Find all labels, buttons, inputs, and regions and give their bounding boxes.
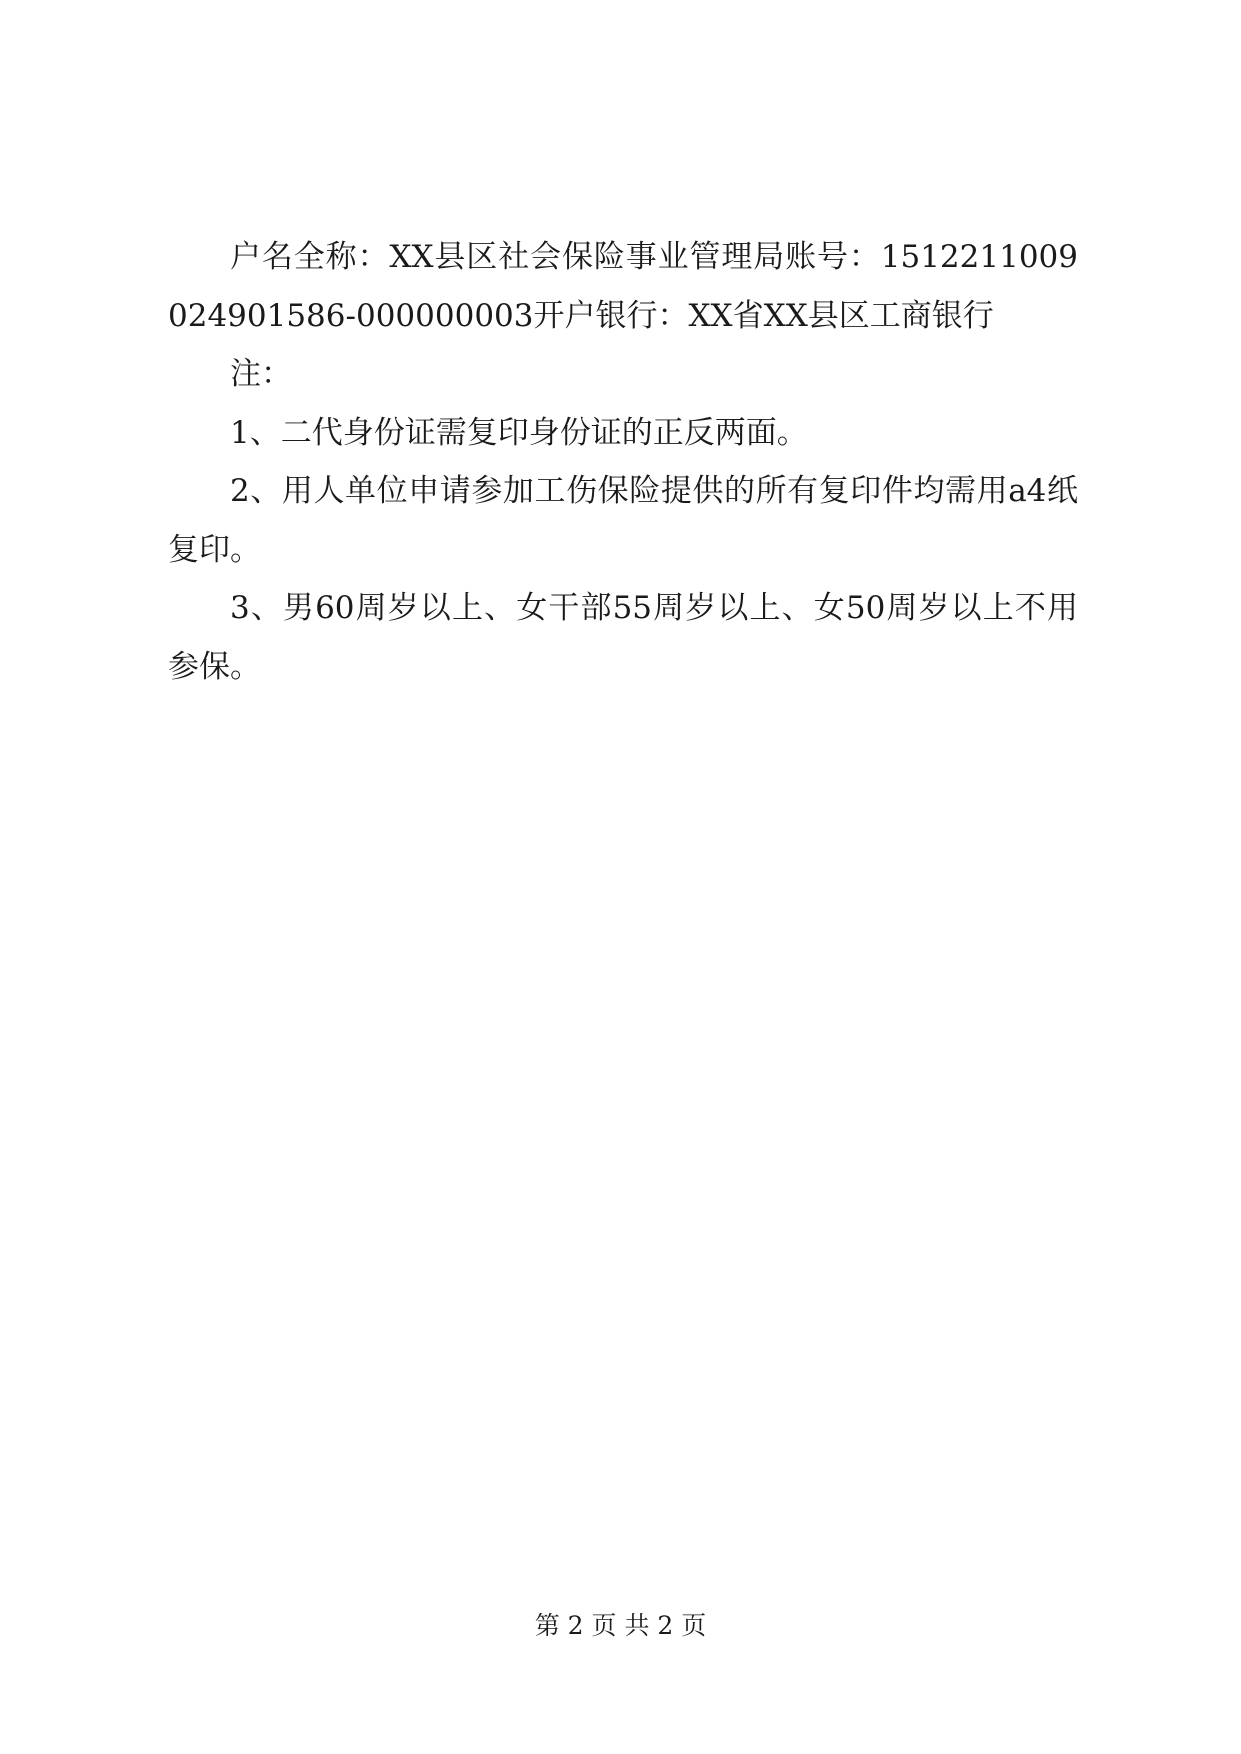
note-item-2: 2、用人单位申请参加工伤保险提供的所有复印件均需用a4纸复印。 (168, 473, 1078, 568)
document-body (168, 228, 1078, 696)
notes-heading: 注： (230, 356, 292, 392)
account-info-paragraph: 户名全称：XX县区社会保险事业管理局账号：151221100902490158​6-000000003开户银行：XX省XX县区工商银行 (168, 239, 1078, 334)
note-item-1: 1、二代身份证需复印身份证的正反两面。 (230, 414, 808, 451)
note-item-3: 3、男60周岁以上、女干部55周岁以上、女50周岁以上不用参保。 (168, 590, 1078, 685)
page-footer: 第 2 页 共 2 页 (534, 1611, 707, 1640)
